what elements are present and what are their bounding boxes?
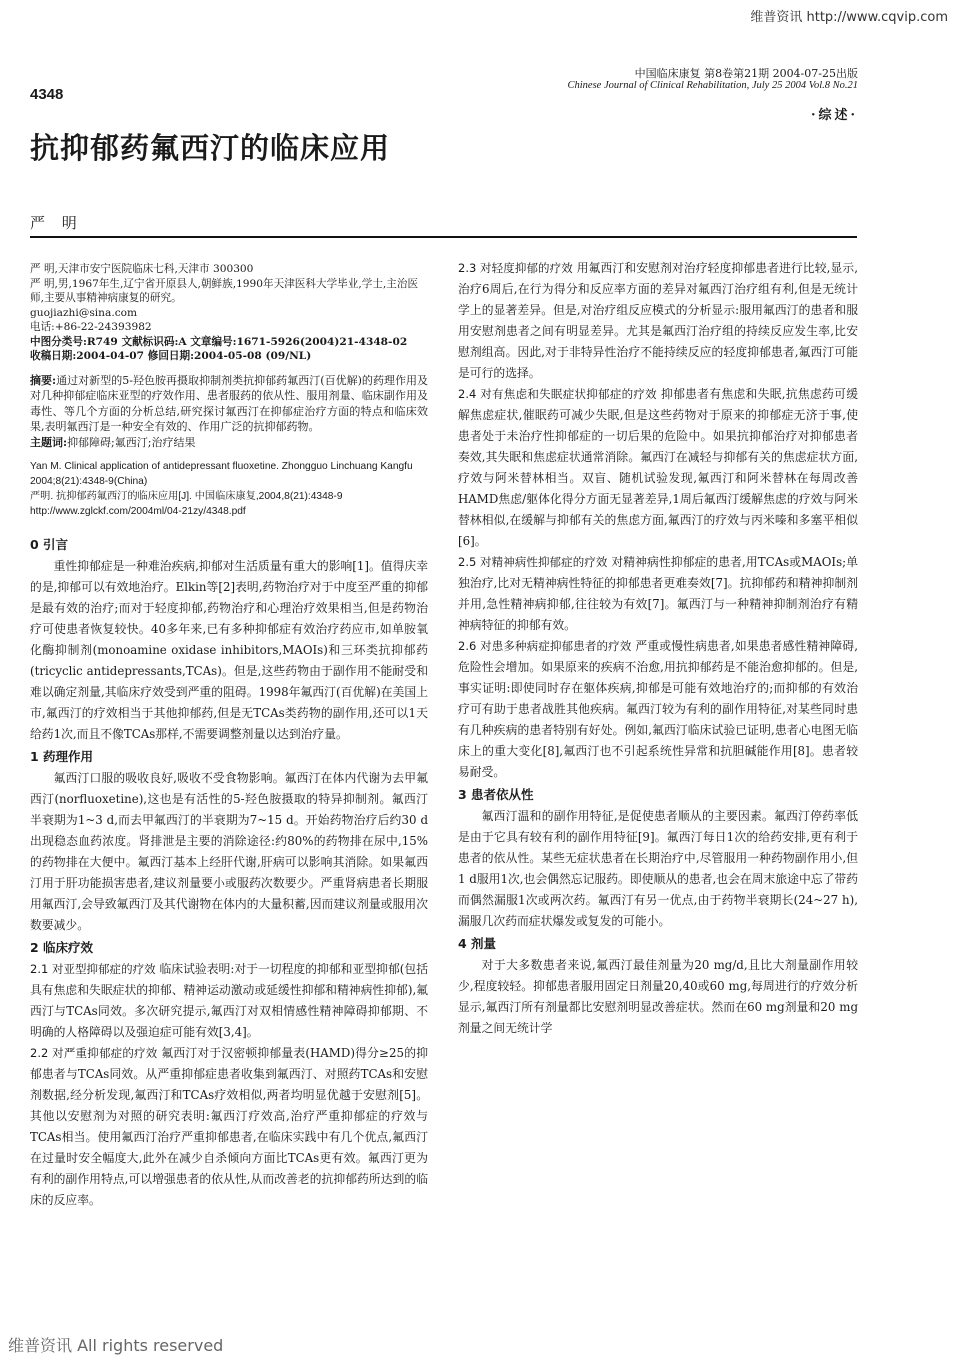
spacer [30,364,428,373]
compliance-paragraph: 氟西汀温和的副作用特征,是促使患者顺从的主要因素。氟西汀停药率低是由于它具有较有利的副作用特征[9]。氟西汀每日1次的给药安排,更有利于患者的依从性。某些无症状患者在长期治疗中,尽管服用一种药物副作用小,但1 d服用1次,也会偶然忘记服药。即使顺从的患者,也会在周末旅途中忘了带药而偶然漏服1次或两次药。氟西汀有另一优点,由于药物半衰期长(24~27 h),漏服几次药而症状爆发或复发的可能小。 [458,809,858,928]
intro-paragraph: 重性抑郁症是一种难治疾病,抑郁对生活质量有重大的影响[1]。值得庆幸的是,抑郁可以有效地治疗。Elkin等[2]表明,药物治疗对于中度至严重的抑郁是最有效的治疗;而对于轻度抑郁,药物治疗和心理治疗效果相当,但是药物治疗可使患者恢复较快。40多年来,已有多种抑郁症有效治疗药应市,如单胺氧化酶抑制剂(monoamine oxidase inhibitors,MAOIs)和三环类抗抑郁药(tricyclic antidepressants,TCAs)。但是,这些药物由于副作用不能耐受和难以确定剂量,其临床疗效受到严重的阻碍。1998年氟西汀(百优解)在美国上市,氟西汀的疗效相当于其他抑郁药,但是无TCAs类药物的副作用,还可以1天给药1次,而且不像TCAs那样,不需要调整剂量以达到治疗量。 [30,559,428,741]
spacer [30,450,428,459]
section-heading-efficacy: 2 临床疗效 [30,940,94,955]
journal-name-en: Chinese Journal of Clinical Rehabilitation, July 25 2004 Vol.8 No.21 [567,80,858,91]
subsection-2-4-heading: 2.4 对有焦虑和失眠症状抑郁症的疗效 [458,387,657,401]
subsection-2-4 [458,384,858,552]
subsection-2-6 [458,636,858,783]
subsection-2-3-text: 用氟西汀和安慰剂对治疗轻度抑郁患者进行比较,显示,治疗6周后,在行为得分和反应率方面的差异对氟西汀治疗组有利,但是无统计学上的显著差异。但是,对治疗组反应模式的分析显示:服用氟西汀的患者和服用安慰剂患者之间有明显差异。尤其是氟西汀治疗组的持续反应发生率,比安慰剂组高。因此,对于非特异性治疗不能持续反应的轻度抑郁患者,氟西汀可能是可行的选择。 [458,261,858,380]
subsection-2-6-text: 严重或慢性病患者,如果患者感性精神障碍,危险性会增加。如果原来的疾病不治愈,用抗抑郁药是不能治愈抑郁的。但是,事实证明:即使同时存在躯体疾病,抑郁是可能有效地治疗的;而抑郁的有效治疗可有助于患者战胜其他疾病。氟西汀较为有利的副作用特征,对某些同时患有几种疾病的患者特别有好处。例如,氟西汀临床试验已证明,患者心电图无临床上的重大变化[8],氟西汀也不引起系统性异常和抗胆碱能作用[8]。患者较易耐受。 [458,639,858,779]
author-bio: 严 明,男,1967年生,辽宁省开原县人,朝鲜族,1990年天津医科大学毕业,学士,主治医师,主要从事精神病康复的研究。 [30,277,419,304]
watermark-bottom: 维普资讯 All rights reserved [8,1336,224,1355]
subsection-2-3-heading: 2.3 对轻度抑郁的疗效 [458,261,573,275]
section-heading-compliance: 3 患者依从性 [458,787,534,802]
keywords-text: 抑郁障碍;氟西汀;治疗结果 [67,435,196,449]
abstract-text: 通过对新型的5-羟色胺再摄取抑制剂类抗抑郁药氟西汀(百优解)的药理作用及对几种抑郁症临床亚型的疗效作用、患者服药的依从性、服用剂量、临床副作用及毒性、等几个方面的分析总结,研究探讨氟西汀在抑郁症治疗方面的特点和临床效果,表明氟西汀是一种安全有效的、作用广泛的抗抑郁药物。 [30,373,429,433]
author-phone: 电话:+86-22-24393982 [30,321,152,333]
watermark-top: 维普资讯 http://www.cqvip.com [750,10,948,25]
subsection-2-1-heading: 2.1 对亚型抑郁症的疗效 [30,962,156,976]
subsection-2-1 [30,959,428,1043]
citation-cn: 严明. 抗抑郁药氟西汀的临床应用[J]. 中国临床康复,2004,8(21):4348-9 [30,491,343,502]
author-affiliation: 严 明,天津市安宁医院临床七科,天津市 300300 [30,263,254,275]
date-info: 收稿日期:2004-04-07 修回日期:2004-05-08 (09/NL) [30,350,312,362]
pharmacology-paragraph: 氟西汀口服的吸收良好,吸收不受食物影响。氟西汀在体内代谢为去甲氟西汀(norfluoxetine),这也是有活性的5-羟色胺摄取的特异抑制剂。氟西汀半衰期为1~3 d,而去甲氟西汀的半衰期为7~15 d。开始药物治疗后约30 d出现稳态血药浓度。肾排泄是主要的消除途径:约80%的药物排在尿中,15%的药物排在大便中。氟西汀基本上经肝代谢,肝病可以影响其消除。如果氟西汀用于肝功能损害患者,建议剂量要小或服药次数要少。严重肾病患者长期服用氟西汀,会导致氟西汀及其代谢物在体内的大量积蓄,因而建议剂量或服用次数要减少。 [30,771,428,932]
keywords [30,435,428,451]
subsection-2-6-heading: 2.6 对患多种病症抑郁患者的疗效 [458,639,632,653]
classification-info: 中图分类号:R749 文献标识码:A 文章编号:1671-5926(2004)21-4348-02 [30,335,408,348]
spacer [30,519,428,533]
section-heading-intro: 0 引言 [30,537,69,552]
keywords-label: 主题词: [30,435,68,449]
left-column [30,262,428,1211]
abstract-label: 摘要: [30,373,57,387]
abstract [30,373,428,435]
section-heading-pharmacology: 1 药理作用 [30,749,94,764]
right-column [458,258,858,1039]
subsection-2-2-text: 氟西汀对于汉密顿抑郁量表(HAMD)得分≥25的抑郁患者与TCAs同效。从严重抑郁症患者收集到氟西汀、对照药TCAs和安慰剂数据,经分析发现,氟西汀和TCAs疗效相似,两者均明显优越于安慰剂[5]。其他以安慰剂为对照的研究表明:氟西汀疗效高,治疗严重抑郁症的疗效与TCAs相当。使用氟西汀治疗严重抑郁患者,在临床实践中有几个优点,氟西汀在过量时安全幅度大,此外在减少自杀倾向方面比TCAs更有效。氟西汀更为有利的副作用特点,可以增强患者的依从性,从而改善老的抗抑郁药所达到的临床的反应率。 [30,1046,428,1207]
subsection-2-3 [458,258,858,384]
subsection-2-5 [458,552,858,636]
author-email[interactable]: guojiazhi@sina.com [30,306,138,319]
citation-url[interactable]: http://www.zglckf.com/2004ml/04-21zy/4348.pdf [30,506,246,517]
dosage-paragraph: 对于大多数患者来说,氟西汀最佳剂量为20 mg/d,且比大剂量副作用较少,程度较轻。抑郁患者服用固定日剂量20,40或60 mg,每周进行的疗效分析显示,氟西汀所有剂量都比安慰剂明显改善症状。然而在60 mg剂量和20 mg剂量之间无统计学 [458,958,858,1035]
subsection-2-4-text: 抑郁患者有焦虑和失眠,抗焦虑药可缓解焦虑症状,催眠药可减少失眠,但是这些药物对于原来的抑郁症无济于事,使患者处于未治疗性抑郁症的一切后果的危险中。如果抗抑郁治疗对抑郁患者奏效,其失眠和焦虑症状通常消除。氟西汀在减轻与抑郁有关的焦虑症状方面,疗效与阿米替林相当。双盲、随机试验发现,氟西汀和阿米替林在每周改善HAMD焦虑/躯体化得分方面无显著差异,1周后氟西汀缓解焦虑的疗效与阿米替林相似,在缓解与抑郁有关的焦虑方面,氟西汀的疗效与丙米嗪和多塞平相似[6]。 [458,387,858,548]
journal-name-cn: 中国临床康复 第8卷第21期 2004-07-25出版 [634,67,858,80]
citation-en: Yan M. Clinical application of antidepressant fluoxetine. Zhongguo Linchuang Kangfu 2004;8(21):4348-9(China) [30,461,413,487]
subsection-2-5-heading: 2.5 对精神病性抑郁症的疗效 [458,555,608,569]
subsection-2-5-text: 对精神病性抑郁症的患者,用TCAs或MAOIs;单独治疗,比对无精神病性特征的抑郁患者更难奏效[7]。抗抑郁药和精神抑制剂并用,急性精神病抑郁,往往较为有效[7]。氟西汀与一种精神抑制剂治疗有精神病特征的抑郁有效。 [458,555,858,632]
subsection-2-2 [30,1043,428,1211]
article-title: 抗抑郁药氟西汀的临床应用 [30,131,391,165]
section-tag: ·综述· [810,108,858,123]
article-author: 严 明 [30,214,83,232]
header-rule [30,236,857,238]
section-heading-dosage: 4 剂量 [458,936,497,951]
subsection-2-2-heading: 2.2 对严重抑郁症的疗效 [30,1046,158,1060]
subsection-2-1-text: 临床试验表明:对于一切程度的抑郁和亚型抑郁(包括具有焦虑和失眠症状的抑郁、精神运动激动或延缓性抑郁和精神病性抑郁),氟西汀与TCAs同效。多次研究提示,氟西汀对双相情感性精神障碍抑郁期、不明确的人格障碍以及强迫症可能有效[3,4]。 [30,962,429,1039]
page-number: 4348 [30,86,64,103]
